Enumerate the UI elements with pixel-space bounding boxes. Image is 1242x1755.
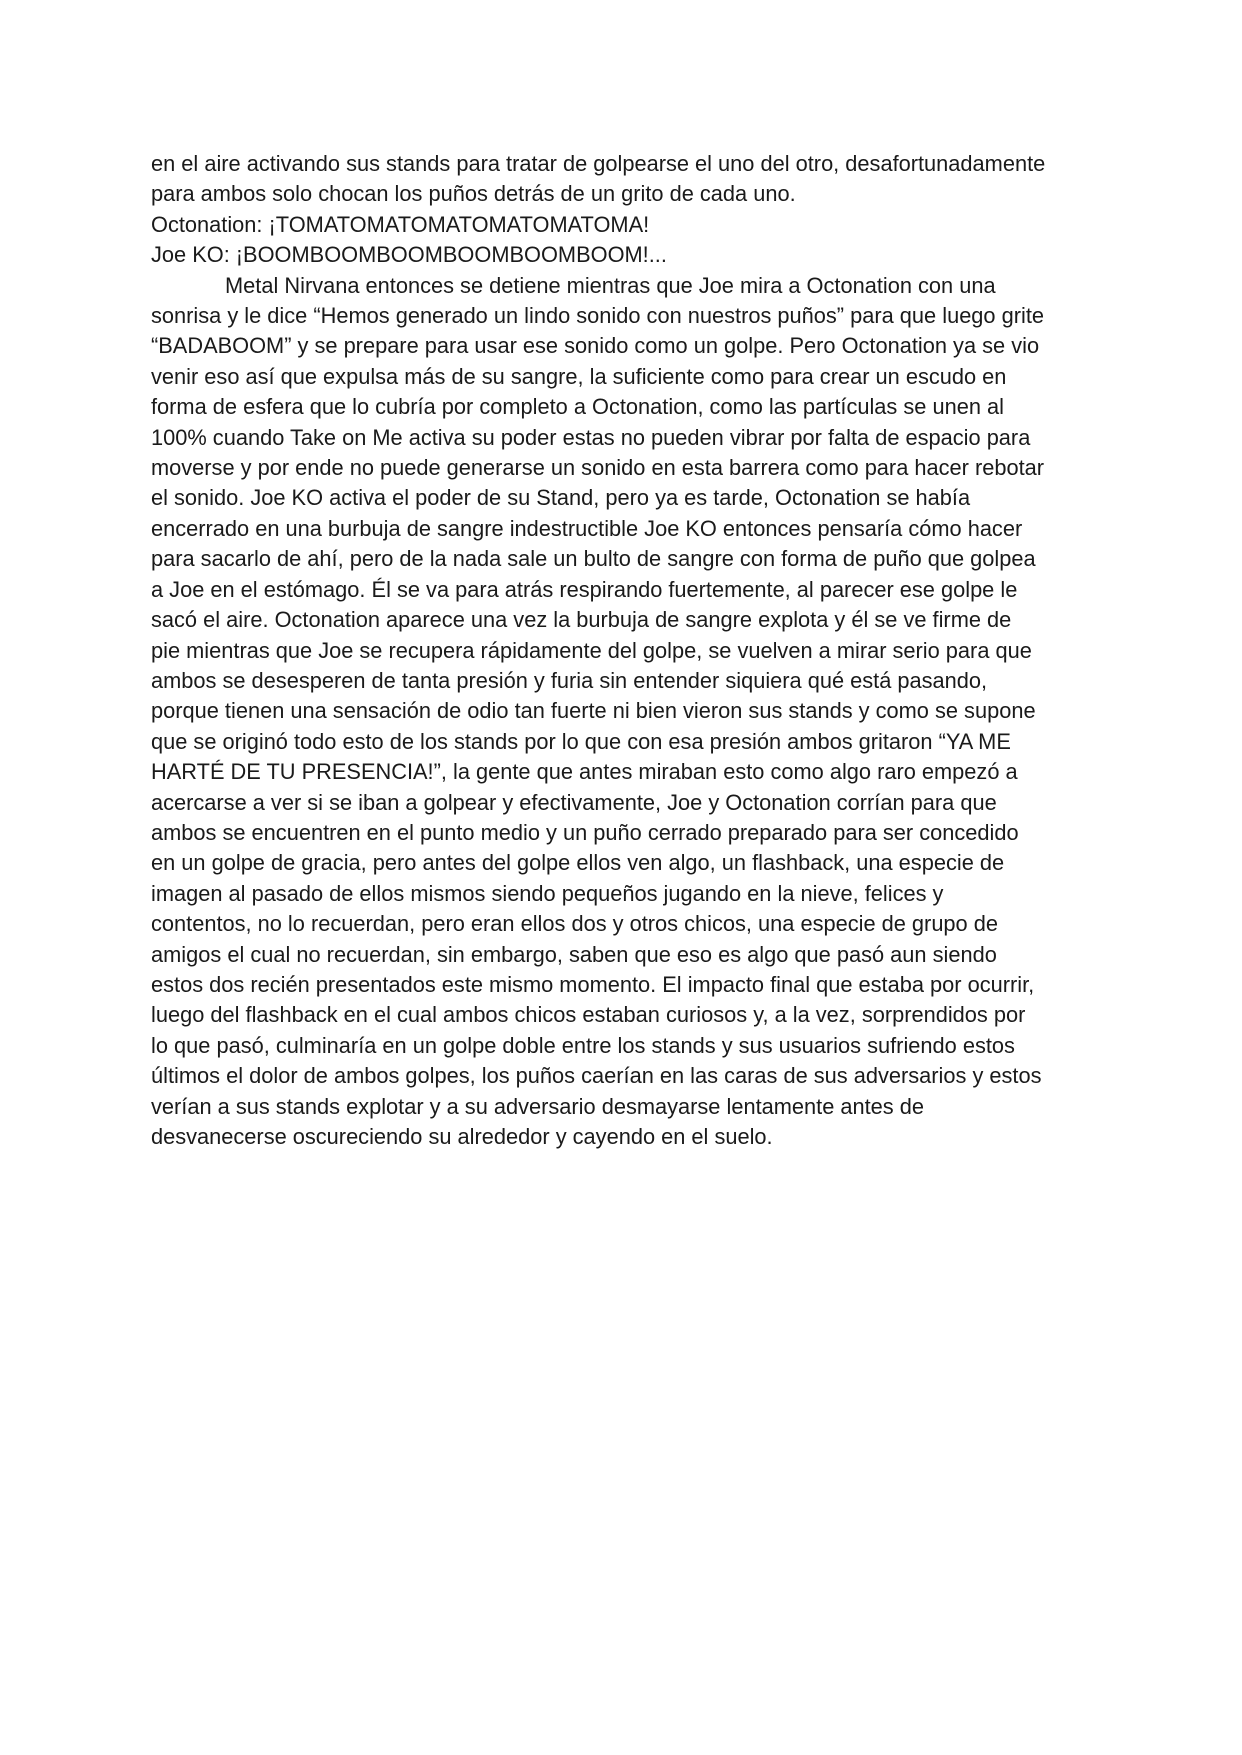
text-line: encerrado en una burbuja de sangre indestructible Joe KO entonces pensaría cómo hacer — [151, 515, 1023, 541]
text-line: venir eso así que expulsa más de su sangre, la suficiente como para crear un escudo en — [151, 363, 1007, 389]
text-line: pie mientras que Joe se recupera rápidamente del golpe, se vuelven a mirar serio para que — [151, 637, 1032, 663]
text-line: el sonido. Joe KO activa el poder de su Stand, pero ya es tarde, Octonation se había — [151, 485, 971, 511]
paragraph-first-line: Metal Nirvana entonces se detiene mientras que Joe mira a Octonation con una — [225, 272, 996, 298]
text-line: “BADABOOM” y se prepare para usar ese sonido como un golpe. Pero Octonation ya se vio — [151, 333, 1040, 359]
text-line: estos dos recién presentados este mismo momento. El impacto final que estaba por ocurrir, — [151, 971, 1035, 997]
text-line: porque tienen una sensación de odio tan fuerte ni bien vieron sus stands y como se supone — [151, 698, 1036, 724]
text-line: forma de esfera que lo cubría por completo a Octonation, como las partículas se unen al — [151, 394, 1004, 420]
text-line: ambos se desesperen de tanta presión y furia sin entender siquiera qué está pasando, — [151, 667, 988, 693]
text-line: en un golpe de gracia, pero antes del golpe ellos ven algo, un flashback, una especie de — [151, 850, 1005, 876]
text-line: acercarse a ver si se iban a golpear y efectivamente, Joe y Octonation corrían para que — [151, 789, 997, 815]
text-line: verían a sus stands explotar y a su adversario desmayarse lentamente antes de — [151, 1093, 925, 1119]
dialogue-line: Joe KO: ¡BOOMBOOMBOOMBOOMBOOMBOOM!... — [151, 242, 667, 268]
text-line: sacó el aire. Octonation aparece una vez la burbuja de sangre explota y él se ve firme de — [151, 607, 1012, 633]
text-line: moverse y por ende no puede generarse un sonido en esta barrera como para hacer rebotar — [151, 455, 1045, 481]
text-line: que se originó todo esto de los stands por lo que con esa presión ambos gritaron “YA ME — [151, 728, 1011, 754]
text-line: contentos, no lo recuerdan, pero eran ellos dos y otros chicos, una especie de grupo de — [151, 911, 998, 937]
text-line: en el aire activando sus stands para tratar de golpearse el uno del otro, desafortunadamente — [151, 151, 1046, 176]
text-line: HARTÉ DE TU PRESENCIA!”, la gente que antes miraban esto como algo raro empezó a — [151, 759, 1018, 785]
text-line: imagen al pasado de ellos mismos siendo pequeños jugando en la nieve, felices y — [151, 880, 944, 906]
text-line: desvanecerse oscureciendo su alrededor y cayendo en el suelo. — [151, 1124, 773, 1149]
text-line: para ambos solo chocan los puños detrás de un grito de cada uno. — [151, 181, 796, 207]
dialogue-line: Octonation: ¡TOMATOMATOMATOMATOMATOMA! — [151, 211, 650, 237]
text-line: lo que pasó, culminaría en un golpe doble entre los stands y sus usuarios sufriendo estos — [151, 1032, 1015, 1058]
text-line: luego del flashback en el cual ambos chicos estaban curiosos y, a la vez, sorprendidos por — [151, 1002, 1026, 1028]
text-line: a Joe en el estómago. Él se va para atrás respirando fuertemente, al parecer ese golpe le — [151, 576, 1018, 602]
text-line: sonrisa y le dice “Hemos generado un lindo sonido con nuestros puños” para que luego grite — [151, 303, 1045, 329]
body-text — [151, 149, 1101, 1152]
text-line: 100% cuando Take on Me activa su poder estas no pueden vibrar por falta de espacio para — [151, 424, 1031, 450]
text-line: para sacarlo de ahí, pero de la nada sale un bulto de sangre con forma de puño que golpea — [151, 546, 1036, 572]
text-line: ambos se encuentren en el punto medio y un puño cerrado preparado para ser concedido — [151, 819, 1019, 845]
text-line: amigos el cual no recuerdan, sin embargo, saben que eso es algo que pasó aun siendo — [151, 941, 997, 967]
text-line: últimos el dolor de ambos golpes, los puños caerían en las caras de sus adversarios y estos — [151, 1063, 1042, 1089]
